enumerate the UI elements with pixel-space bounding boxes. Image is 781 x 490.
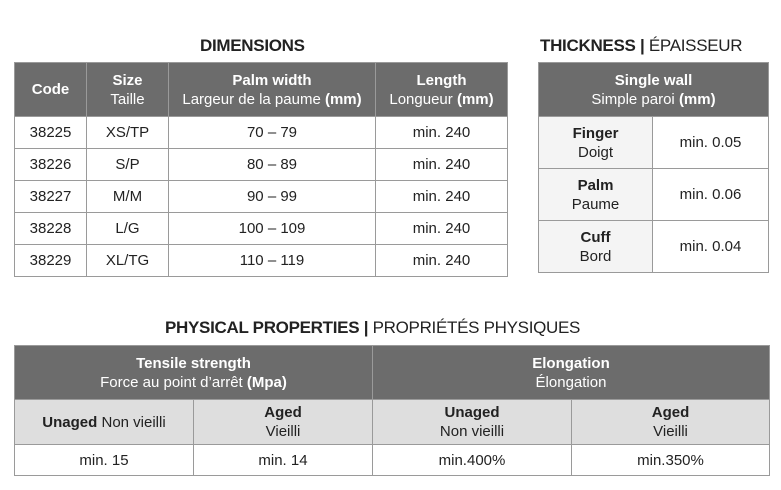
table-row [15, 213, 508, 245]
thickness-title: THICKNESS | ÉPAISSEUR [540, 36, 743, 55]
header-tensile-strength: Tensile strength Force au point d’arrêt (Mpa) [15, 346, 373, 400]
row-label-finger: Finger Doigt [539, 117, 653, 169]
length-cell: min. 240 [376, 181, 508, 213]
palm-cell: 80 – 89 [169, 149, 376, 181]
header-code: Code [15, 63, 87, 117]
physical-header-row [15, 346, 770, 400]
code-cell: 38229 [15, 245, 87, 277]
subheader-tensile-aged: Aged Vieilli [194, 400, 373, 445]
subheader-elongation-unaged: Unaged Non vieilli [373, 400, 572, 445]
table-row [539, 169, 769, 221]
table-row [539, 221, 769, 273]
palm-cell: 90 – 99 [169, 181, 376, 213]
tensile-unaged-value: min. 15 [15, 445, 194, 476]
palm-cell: 110 – 119 [169, 245, 376, 277]
header-palm-width: Palm width Largeur de la paume (mm) [169, 63, 376, 117]
row-label-palm: Palm Paume [539, 169, 653, 221]
physical-table [14, 345, 770, 476]
size-cell: XL/TG [87, 245, 169, 277]
thickness-value: min. 0.05 [653, 117, 769, 169]
thickness-value: min. 0.06 [653, 169, 769, 221]
size-cell: S/P [87, 149, 169, 181]
subheader-tensile-unaged: Unaged Non vieilli [15, 400, 194, 445]
table-row [15, 245, 508, 277]
header-size: Size Taille [87, 63, 169, 117]
length-cell: min. 240 [376, 245, 508, 277]
dimensions-title: DIMENSIONS [200, 36, 305, 55]
tensile-aged-value: min. 14 [194, 445, 373, 476]
elongation-unaged-value: min.400% [373, 445, 572, 476]
palm-cell: 70 – 79 [169, 117, 376, 149]
table-row [15, 149, 508, 181]
elongation-aged-value: min.350% [572, 445, 770, 476]
thickness-value: min. 0.04 [653, 221, 769, 273]
dimensions-header-row [15, 63, 508, 117]
thickness-table [538, 62, 769, 273]
code-cell: 38227 [15, 181, 87, 213]
header-length: Length Longueur (mm) [376, 63, 508, 117]
code-cell: 38225 [15, 117, 87, 149]
table-row [15, 117, 508, 149]
header-elongation: Elongation Élongation [373, 346, 770, 400]
physical-subheader-row [15, 400, 770, 445]
code-cell: 38226 [15, 149, 87, 181]
row-label-cuff: Cuff Bord [539, 221, 653, 273]
length-cell: min. 240 [376, 117, 508, 149]
length-cell: min. 240 [376, 149, 508, 181]
table-row [539, 117, 769, 169]
palm-cell: 100 – 109 [169, 213, 376, 245]
header-single-wall: Single wall Simple paroi (mm) [539, 63, 769, 117]
dimensions-table [14, 62, 508, 277]
physical-title: PHYSICAL PROPERTIES | PROPRIÉTÉS PHYSIQUES [165, 318, 581, 337]
size-cell: XS/TP [87, 117, 169, 149]
subheader-elongation-aged: Aged Vieilli [572, 400, 770, 445]
size-cell: M/M [87, 181, 169, 213]
code-cell: 38228 [15, 213, 87, 245]
size-cell: L/G [87, 213, 169, 245]
table-row [15, 445, 770, 476]
length-cell: min. 240 [376, 213, 508, 245]
table-row [15, 181, 508, 213]
thickness-header-row [539, 63, 769, 117]
